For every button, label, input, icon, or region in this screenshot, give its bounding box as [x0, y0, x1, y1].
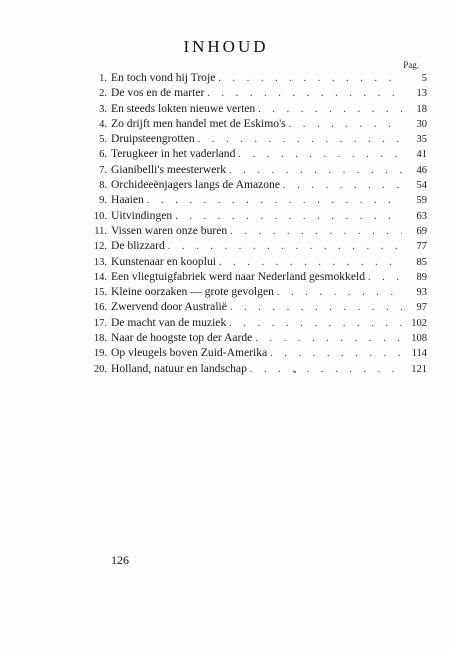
toc-entry-number: 8.: [99, 180, 107, 192]
toc-entry-title: Vissen waren onze buren: [111, 223, 228, 237]
toc-entry-number: 16.: [93, 302, 107, 314]
toc-entry-page: 54: [416, 180, 427, 192]
dot-leader: [368, 270, 402, 285]
toc-entry-page: 77: [416, 241, 427, 253]
toc-entry-page: 108: [411, 333, 427, 345]
dot-leader: [250, 362, 402, 377]
toc-entry-number: 11.: [94, 225, 107, 237]
toc-entry-title: Zwervend door Australië: [111, 300, 227, 314]
toc-entry-title: Holland, natuur en landschap: [111, 361, 247, 375]
toc-entry: [83, 85, 427, 100]
toc-entry: [83, 192, 427, 207]
toc-entry: [83, 162, 427, 177]
toc-entry-title: De blizzard: [111, 239, 165, 253]
toc-entry-page: 13: [416, 88, 427, 100]
toc-entry-page: 18: [416, 103, 427, 115]
dot-leader: [270, 346, 402, 361]
dot-leader: [219, 255, 402, 270]
toc-entry-number: 1.: [99, 73, 107, 84]
toc-entry-title: En toch vond hij Troje: [111, 71, 216, 84]
page-number: 126: [111, 553, 129, 567]
toc-entry-number: 10.: [93, 210, 107, 222]
toc-entry-number: 15.: [93, 287, 107, 299]
toc-entry-number: 14.: [93, 271, 107, 283]
dot-leader: [207, 86, 402, 101]
toc-entry: [83, 284, 427, 299]
toc-entry-title: Naar de hoogste top der Aarde: [111, 331, 253, 345]
toc-entry-title: De macht van de muziek: [111, 315, 227, 329]
toc-entry: [83, 238, 427, 253]
toc-entry: [83, 101, 427, 116]
toc-entry-number: 2.: [99, 88, 107, 100]
toc-entry: [83, 330, 427, 345]
toc-entry-number: 9.: [99, 195, 107, 207]
toc-entry: [83, 146, 427, 161]
toc-entry: [83, 70, 427, 85]
toc-entry-title: En steeds lokten nieuwe verten: [111, 101, 256, 115]
dot-leader: [230, 224, 402, 239]
toc-entry-title: Orchideeënjagers langs de Amazone: [111, 178, 281, 192]
toc-entry-number: 4.: [99, 118, 107, 130]
toc-entry-page: 35: [416, 134, 427, 146]
toc-entry-number: 18.: [93, 333, 107, 345]
toc-entry-number: 3.: [99, 103, 107, 115]
toc-entry-title: De vos en de marter: [111, 86, 205, 100]
toc-entry: [83, 208, 427, 223]
dot-leader: [258, 102, 402, 117]
toc-entry: [83, 131, 427, 146]
toc-entry-page: 63: [416, 210, 427, 222]
dot-leader: [283, 178, 402, 193]
toc-entry: [83, 177, 427, 192]
table-of-contents: [83, 70, 427, 376]
toc-entry: [83, 254, 427, 269]
toc-entry-number: 13.: [93, 256, 107, 268]
toc-entry-page: 41: [416, 149, 427, 161]
toc-entry-title: Haaien: [111, 193, 144, 207]
dot-leader: [238, 147, 402, 162]
toc-entry-title: Druipsteengrotten: [111, 132, 195, 146]
toc-entry-title: Op vleugels boven Zuid-Amerika: [111, 346, 268, 360]
toc-entry-number: 5.: [99, 134, 107, 146]
dot-leader: [168, 239, 402, 254]
toc-entry-page: 97: [416, 302, 427, 314]
dot-leader: [198, 132, 402, 147]
toc-entry-page: 93: [416, 287, 427, 299]
toc-entry-page: 89: [416, 271, 427, 283]
toc-entry-number: 6.: [99, 149, 107, 161]
dot-leader: [230, 300, 402, 315]
dot-leader: [255, 331, 402, 346]
page-title: INHOUD: [183, 37, 269, 56]
toc-entry-page: 85: [416, 256, 427, 268]
toc-entry-title: Uitvindingen: [111, 208, 173, 222]
toc-entry-page: 59: [416, 195, 427, 207]
dot-leader: [175, 209, 402, 224]
dot-leader: [218, 71, 402, 86]
toc-entry-number: 17.: [93, 317, 107, 329]
toc-entry-title: Terugkeer in het vaderland: [111, 147, 236, 161]
dot-leader: [289, 117, 402, 132]
toc-entry-page: 69: [416, 225, 427, 237]
toc-entry: [83, 345, 427, 360]
toc-entry: [83, 361, 427, 376]
toc-entry-page: 102: [411, 317, 427, 329]
toc-entry-page: 5: [421, 73, 427, 84]
toc-entry: [83, 315, 427, 330]
toc-entry: [83, 269, 427, 284]
toc-entry-number: 19.: [93, 348, 107, 360]
dot-leader: [229, 316, 402, 331]
toc-entry: [83, 299, 427, 314]
toc-entry-page: 30: [416, 118, 427, 130]
dot-leader: [229, 163, 402, 178]
toc-entry-page: 114: [411, 348, 427, 360]
toc-entry-page: 46: [416, 164, 427, 176]
toc-entry: [83, 223, 427, 238]
toc-entry-title: Een vliegtuigfabriek werd naar Nederland gesmokkeld: [111, 269, 365, 283]
toc-entry-page: 121: [411, 363, 427, 375]
toc-entry-title: Kunstenaar en kooplui: [111, 254, 216, 268]
toc-entry-title: Kleine oorzaken — grote gevolgen: [111, 285, 274, 299]
dot-leader: [277, 285, 402, 300]
page-column-label: Pag.: [403, 60, 419, 70]
toc-entry-number: 12.: [93, 241, 107, 253]
toc-entry: [83, 116, 427, 131]
toc-entry-number: 7.: [99, 164, 107, 176]
toc-entry-title: Gianibelli's meesterwerk: [111, 162, 227, 176]
toc-entry-title: Zo drijft men handel met de Eskimo's: [111, 116, 286, 130]
print-speck: [294, 371, 296, 373]
dot-leader: [147, 193, 402, 208]
toc-entry-number: 20.: [93, 363, 107, 375]
